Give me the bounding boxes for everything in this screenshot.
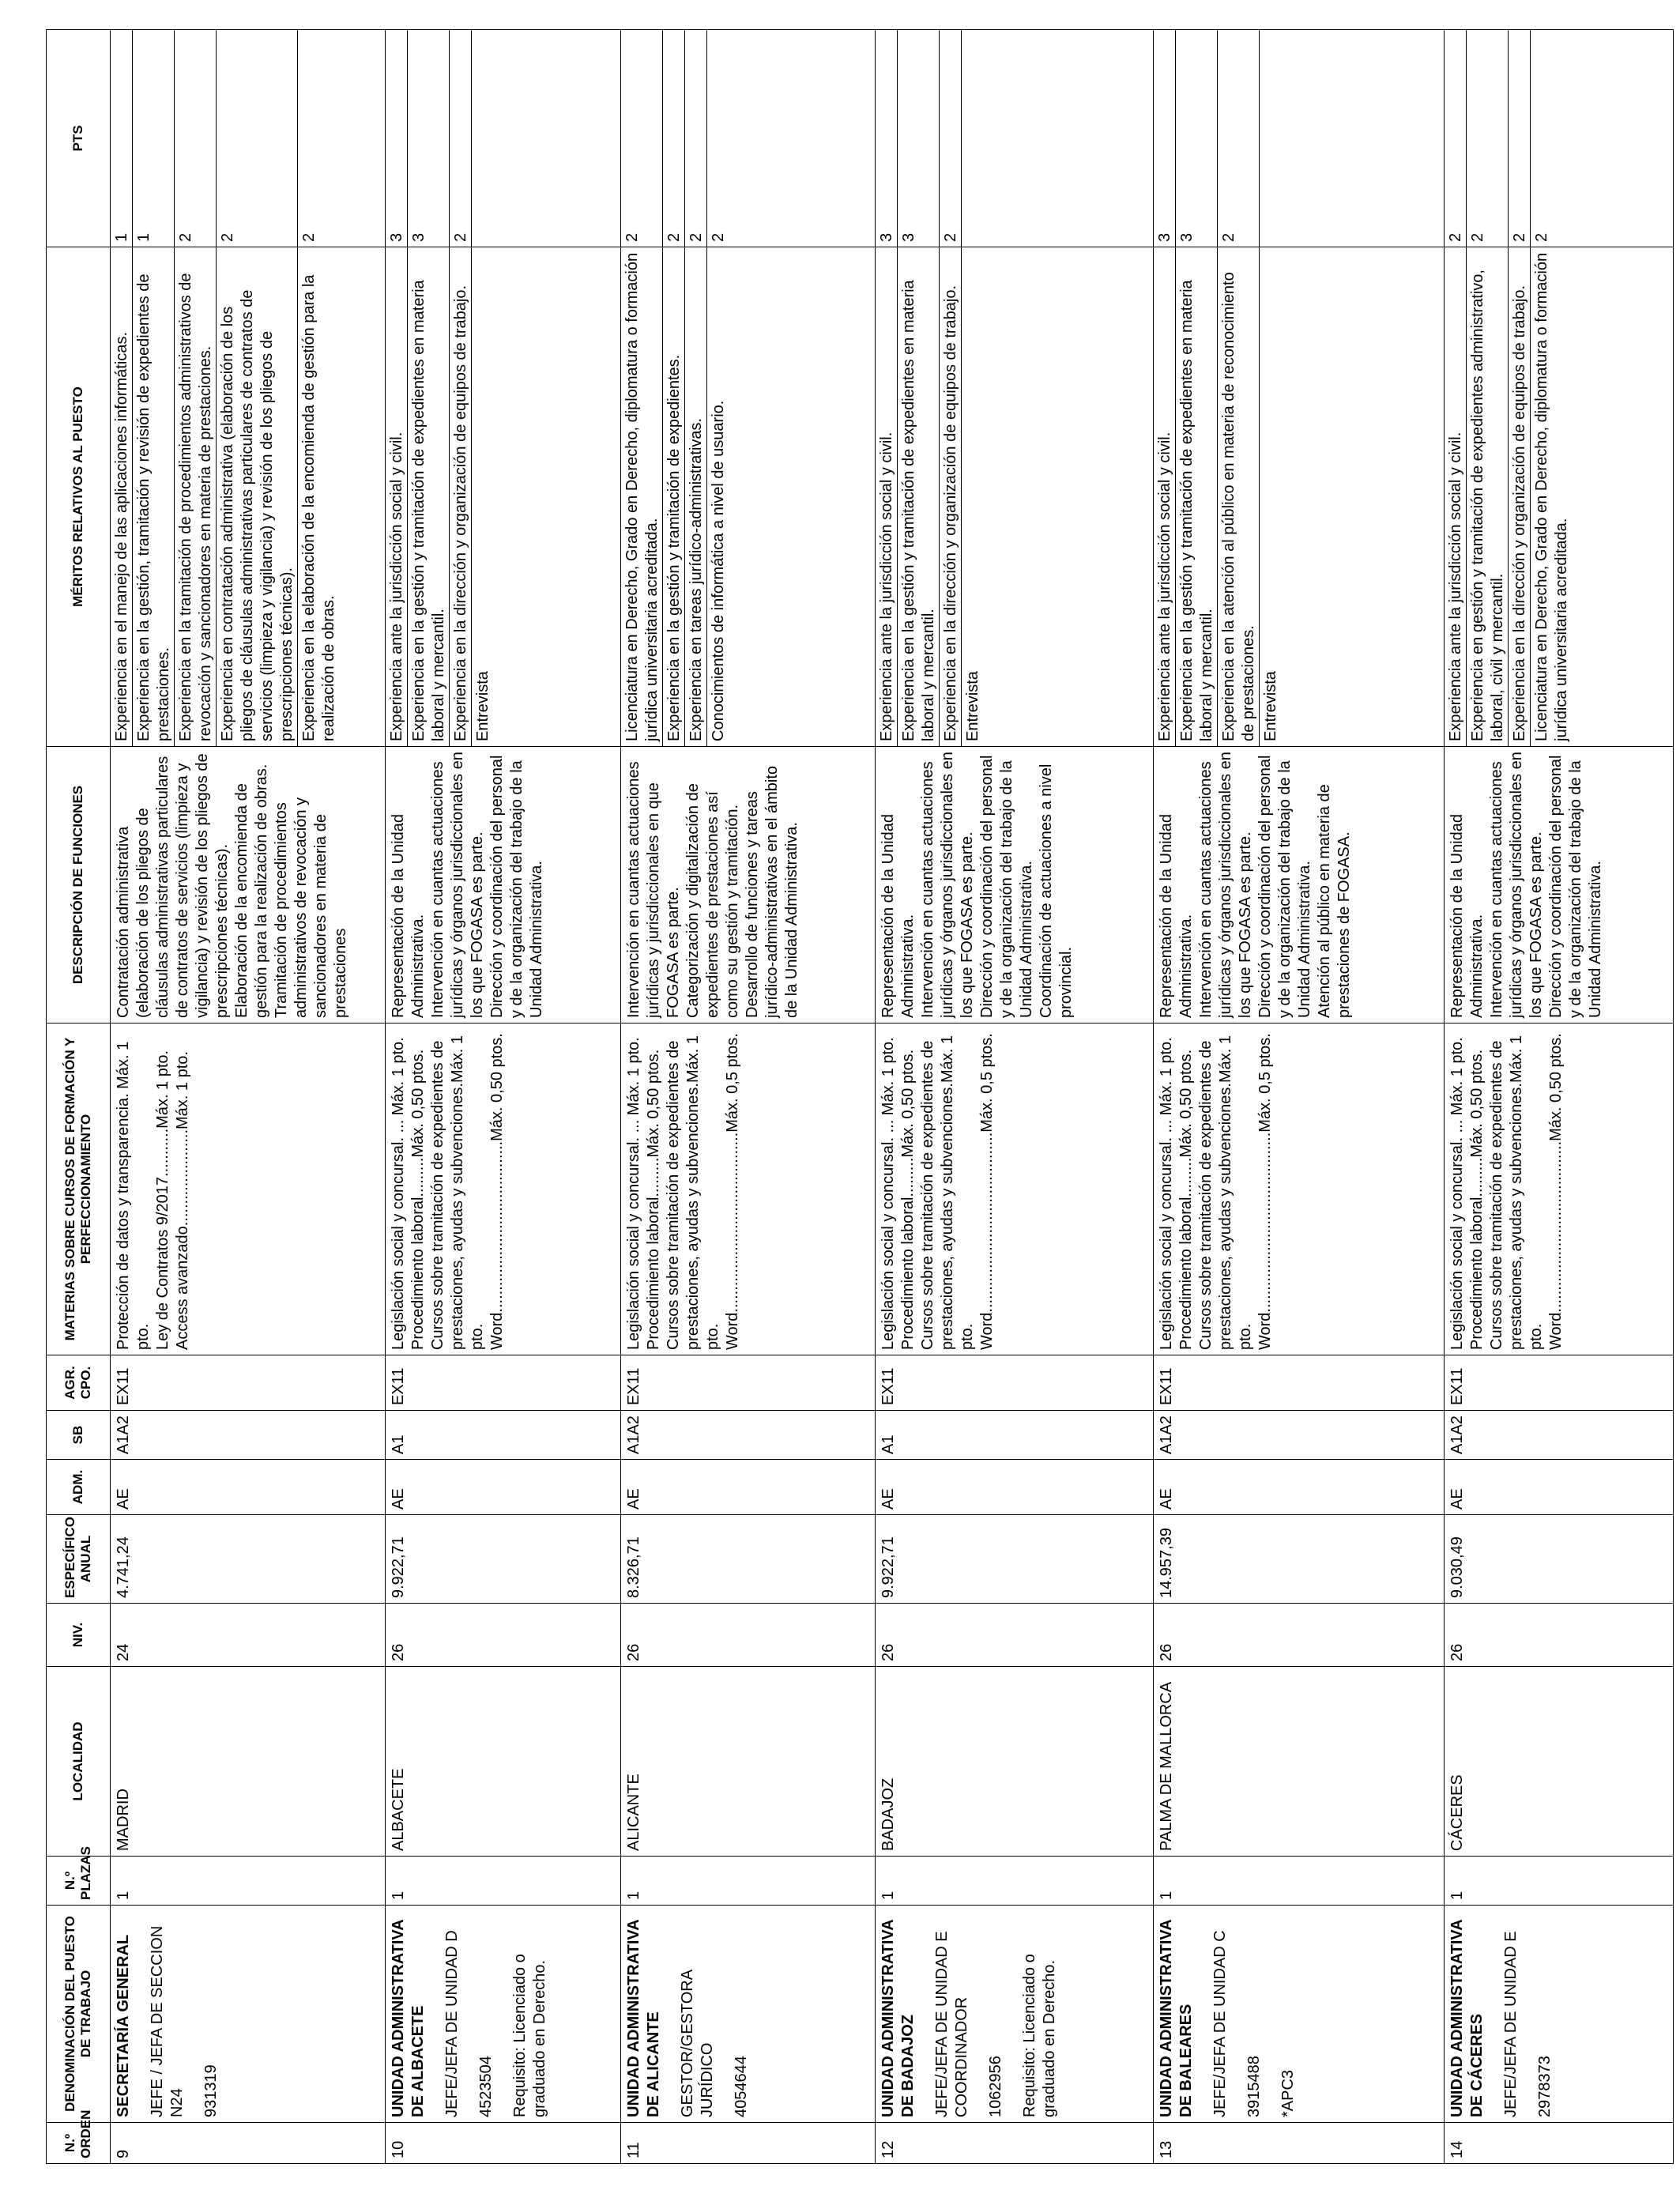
merito-item: Licenciatura en Derecho, Grado en Derecho, diplomatura o formación jurídica universitaria acreditada. bbox=[1533, 252, 1570, 741]
table-row bbox=[1445, 30, 1674, 2164]
merito-points: 1 bbox=[111, 30, 133, 247]
nivel-cell: 24 bbox=[111, 1604, 386, 1667]
pts-cell bbox=[1445, 30, 1674, 247]
table-row bbox=[1154, 30, 1445, 2164]
spacer bbox=[134, 1910, 148, 2117]
adm-cell: AE bbox=[1445, 1460, 1674, 1515]
especifico-cell: 8.326,71 bbox=[621, 1515, 876, 1604]
position-code: 1062956 bbox=[987, 2056, 1004, 2117]
materia-item: Word.......................................Máx. 0,50 ptos. bbox=[1547, 1033, 1565, 1350]
spacer bbox=[1196, 1910, 1211, 2117]
pts-cell bbox=[1154, 30, 1445, 247]
header-orden: N.º ORDEN bbox=[47, 2123, 111, 2164]
merito-points: 3 bbox=[386, 30, 408, 247]
orden-cell: 9 bbox=[111, 2123, 386, 2164]
spacer bbox=[428, 1910, 443, 2117]
spacer bbox=[1521, 1910, 1535, 2117]
materia-item: Cursos sobre tramitación de expedientes de prestaciones, ayudas y subvenciones.Máx. 1 pto. bbox=[665, 1035, 721, 1350]
merito-item: Experiencia en el manejo de las aplicaciones informáticas. bbox=[111, 247, 133, 746]
merito-item: Experiencia ante la jurisdicción social y civil. bbox=[1445, 247, 1467, 746]
funcion-item: Intervención en cuantas actuaciones jurídicas y órganos jurisdiccionales en los que FOGASA es parte. bbox=[1197, 752, 1254, 1018]
spacer bbox=[972, 1910, 986, 2117]
sb-cell: A1 bbox=[876, 1411, 1154, 1460]
especifico-cell: 14.957,39 bbox=[1154, 1515, 1445, 1604]
materia-item: Procedimiento laboral.........Máx. 0,50 ptos. bbox=[899, 1049, 917, 1350]
materia-item: Word.......................................Máx. 0,50 ptos. bbox=[488, 1033, 506, 1350]
spacer bbox=[187, 1910, 202, 2117]
materia-item: Word.........................................Máx. 0,5 ptos. bbox=[1256, 1033, 1274, 1350]
funciones-cell bbox=[621, 747, 876, 1023]
merito-item: Entrevista bbox=[474, 671, 492, 741]
materia-item: Protección de datos y transparencia. Máx. 1 pto. bbox=[115, 1041, 152, 1350]
merito-item: Experiencia en la dirección y organización de equipos de trabajo. bbox=[450, 247, 472, 746]
spacer bbox=[1230, 1910, 1245, 2117]
materia-item: Ley de Contratos 9/2017...........Máx. 1 pto. bbox=[154, 1050, 171, 1350]
especifico-cell: 9.922,71 bbox=[876, 1515, 1154, 1604]
localidad-cell: CÁCERES bbox=[1445, 1667, 1674, 1857]
denominacion-cell bbox=[111, 1906, 386, 2123]
job-positions-table bbox=[46, 29, 1674, 2164]
position-requirement: Requisito: Licenciado o graduado en Derecho. bbox=[511, 1954, 548, 2117]
table-row bbox=[876, 30, 1154, 2164]
funcion-item: Dirección y coordinación del personal y de la organización del trabajo de la Unidad Administrativa. bbox=[488, 755, 545, 1018]
header-nivel: NIV. bbox=[47, 1604, 111, 1667]
meritos-cell bbox=[621, 247, 876, 747]
pts-cell bbox=[386, 30, 621, 247]
merito-item: Experiencia ante la jurisdicción social y civil. bbox=[1154, 247, 1176, 746]
merito-points: 2 bbox=[621, 30, 663, 247]
localidad-cell: ALBACETE bbox=[386, 1667, 621, 1857]
agr-cell: EX11 bbox=[1445, 1355, 1674, 1411]
materia-item: Cursos sobre tramitación de expedientes de prestaciones, ayudas y subvenciones.Máx. 1 pto. bbox=[429, 1035, 486, 1350]
funcion-item: Dirección y coordinación del personal y de la organización del trabajo de la Unidad Administrativa. bbox=[978, 755, 1035, 1018]
header-especifico: ESPECÍFICO ANUAL bbox=[47, 1515, 111, 1604]
merito-points: 2 bbox=[710, 232, 727, 242]
merito-points bbox=[472, 30, 493, 247]
department-name: UNIDAD ADMINISTRATIVA DE CÁCERES bbox=[1448, 1920, 1486, 2117]
table-row bbox=[386, 30, 621, 2164]
adm-cell: AE bbox=[386, 1460, 621, 1515]
orden-cell: 11 bbox=[621, 2123, 876, 2164]
adm-cell: AE bbox=[111, 1460, 386, 1515]
table-header-row bbox=[47, 30, 111, 2164]
header-adm: ADM. bbox=[47, 1460, 111, 1515]
spacer bbox=[1487, 1910, 1501, 2117]
meritos-cell bbox=[386, 247, 621, 747]
sb-cell: A1A2 bbox=[621, 1411, 876, 1460]
merito-item: Experiencia en la tramitación de procedimientos administrativos de revocación y sancionadores en materia de prestaciones. bbox=[175, 247, 217, 746]
department-name: UNIDAD ADMINISTRATIVA DE BALEARES bbox=[1158, 1920, 1195, 2117]
merito-points: 3 bbox=[408, 30, 450, 247]
merito-points: 3 bbox=[1176, 30, 1218, 247]
sb-cell: A1A2 bbox=[1445, 1411, 1674, 1460]
nivel-cell: 26 bbox=[621, 1604, 876, 1667]
merito-points: 2 bbox=[450, 30, 472, 247]
funcion-item: Representación de la Unidad Administrativa. bbox=[1158, 814, 1195, 1018]
spacer bbox=[462, 1910, 477, 2117]
materias-cell bbox=[876, 1023, 1154, 1355]
merito-item: Experiencia en tareas jurídico-administrativas. bbox=[685, 247, 707, 746]
header-pts: PTS bbox=[47, 30, 111, 247]
merito-points bbox=[962, 30, 983, 247]
merito-item: Conocimientos de informática a nivel de usuario. bbox=[710, 400, 727, 741]
especifico-cell: 4.741,24 bbox=[111, 1515, 386, 1604]
table-row bbox=[111, 30, 386, 2164]
funcion-item: Dirección y coordinación del personal y de la organización del trabajo de la Unidad Administrativa. bbox=[1256, 755, 1313, 1018]
denominacion-cell bbox=[1154, 1906, 1445, 2123]
nivel-cell: 26 bbox=[876, 1604, 1154, 1667]
header-agr: AGR. CPO. bbox=[47, 1355, 111, 1411]
plazas-cell: 1 bbox=[621, 1857, 876, 1906]
materias-cell bbox=[386, 1023, 621, 1355]
merito-points: 2 bbox=[217, 30, 298, 247]
materia-item: Legislación social y concursal. ... Máx. 1 pto. bbox=[1158, 1037, 1175, 1350]
position-name: JEFE/JEFA DE UNIDAD D bbox=[443, 1930, 461, 2117]
materia-item: Procedimiento laboral.........Máx. 0,50 ptos. bbox=[409, 1049, 427, 1350]
plazas-cell: 1 bbox=[876, 1857, 1154, 1906]
merito-points: 2 bbox=[940, 30, 962, 247]
materia-item: Legislación social y concursal. ... Máx. 1 pto. bbox=[880, 1037, 897, 1350]
merito-points: 1 bbox=[133, 30, 175, 247]
merito-item: Licenciatura en Derecho, Grado en Derecho, diplomatura o formación jurídica universitaria acreditada. bbox=[621, 247, 663, 746]
materia-item: Word.........................................Máx. 0,5 ptos. bbox=[978, 1033, 996, 1350]
position-code: 4523504 bbox=[477, 2056, 495, 2117]
department-name: UNIDAD ADMINISTRATIVA DE ALBACETE bbox=[390, 1920, 427, 2117]
agr-cell: EX11 bbox=[386, 1355, 621, 1411]
denominacion-cell bbox=[1445, 1906, 1674, 2123]
position-name: GESTOR/GESTORA JURÍDICO bbox=[679, 1970, 716, 2117]
merito-item: Experiencia en la elaboración de la encomienda de gestión para la realización de obras. bbox=[300, 274, 337, 741]
merito-item: Experiencia en la gestión y tramitación de expedientes en materia laboral y mercantil. bbox=[408, 247, 450, 746]
merito-points: 2 bbox=[663, 30, 685, 247]
header-funciones: DESCRIPCIÓN DE FUNCIONES bbox=[47, 747, 111, 1023]
funcion-item: Intervención en cuantas actuaciones jurídicas y jurisdiccionales en que FOGASA es parte. bbox=[625, 761, 682, 1018]
meritos-cell bbox=[1154, 247, 1445, 747]
header-meritos: MÉRITOS RELATIVOS AL PUESTO bbox=[47, 247, 111, 747]
plazas-cell: 1 bbox=[1154, 1857, 1445, 1906]
orden-cell: 13 bbox=[1154, 2123, 1445, 2164]
plazas-cell: 1 bbox=[386, 1857, 621, 1906]
pts-cell bbox=[621, 30, 876, 247]
position-name: JEFE/JEFA DE UNIDAD E COORDINADOR bbox=[933, 1931, 970, 2117]
localidad-cell: BADAJOZ bbox=[876, 1667, 1154, 1857]
adm-cell: AE bbox=[876, 1460, 1154, 1515]
localidad-cell: PALMA DE MALLORCA bbox=[1154, 1667, 1445, 1857]
merito-points: 3 bbox=[898, 30, 940, 247]
materias-cell bbox=[1445, 1023, 1674, 1355]
orden-cell: 10 bbox=[386, 2123, 621, 2164]
materia-item: Access avanzado......................Máx. 1 pto. bbox=[174, 1051, 191, 1350]
funcion-item: Representación de la Unidad Administrativa. bbox=[1448, 814, 1486, 1018]
funciones-cell bbox=[876, 747, 1154, 1023]
funcion-item: Atención al público en materia de prestaciones de FOGASA. bbox=[1316, 784, 1353, 1018]
funcion-item: Categorización y digitalización de expedientes de prestaciones así como su gestión y tramitación. bbox=[684, 783, 741, 1018]
merito-item: Experiencia en la gestión y tramitación de expedientes en materia laboral y mercantil. bbox=[1176, 247, 1218, 746]
materia-item: Cursos sobre tramitación de expedientes de prestaciones, ayudas y subvenciones.Máx. 1 pto. bbox=[1197, 1035, 1254, 1350]
merito-item: Entrevista bbox=[1262, 671, 1279, 741]
merito-points: 2 bbox=[685, 30, 707, 247]
merito-points: 2 bbox=[1509, 30, 1531, 247]
spacer bbox=[1006, 1910, 1020, 2117]
position-code: 931319 bbox=[202, 2064, 220, 2117]
merito-item: Experiencia en la gestión y tramitación de expedientes en materia laboral y mercantil. bbox=[898, 247, 940, 746]
meritos-cell bbox=[111, 247, 386, 747]
header-denominacion: DENOMINACIÓN DEL PUESTO DE TRABAJO bbox=[47, 1906, 111, 2123]
position-code: 4054644 bbox=[733, 2056, 750, 2117]
localidad-cell: MADRID bbox=[111, 1667, 386, 1857]
merito-item: Entrevista bbox=[964, 671, 981, 741]
denominacion-cell bbox=[386, 1906, 621, 2123]
table-body bbox=[111, 30, 1674, 2164]
funcion-item: Tramitación de procedimientos administrativos de revocación y sancionadores en materia de prestaciones bbox=[273, 797, 349, 1018]
materias-cell bbox=[111, 1023, 386, 1355]
materias-cell bbox=[1154, 1023, 1445, 1355]
agr-cell: EX11 bbox=[876, 1355, 1154, 1411]
sb-cell: A1A2 bbox=[1154, 1411, 1445, 1460]
materia-item: Procedimiento laboral.........Máx. 0,50 ptos. bbox=[645, 1049, 662, 1350]
merito-points: 3 bbox=[876, 30, 898, 247]
plazas-cell: 1 bbox=[111, 1857, 386, 1906]
sb-cell: A1 bbox=[386, 1411, 621, 1460]
spacer bbox=[664, 1910, 678, 2117]
agr-cell: EX11 bbox=[1154, 1355, 1445, 1411]
department-name: UNIDAD ADMINISTRATIVA DE ALICANTE bbox=[625, 1920, 662, 2117]
department-name: SECRETARÍA GENERAL bbox=[115, 1934, 132, 2117]
merito-points: 2 bbox=[1467, 30, 1509, 247]
funcion-item: Desarrollo de funciones y tareas jurídico-administrativas en el ámbito de la Unidad Administrativa. bbox=[744, 765, 800, 1018]
position-code: 3915488 bbox=[1245, 2056, 1263, 2117]
document-page bbox=[46, 30, 1634, 2164]
nivel-cell: 26 bbox=[1445, 1604, 1674, 1667]
merito-points: 2 bbox=[1445, 30, 1467, 247]
department-name: UNIDAD ADMINISTRATIVA DE BADAJOZ bbox=[880, 1920, 917, 2117]
merito-item: Experiencia en la gestión, tramitación y revisión de expedientes de prestaciones. bbox=[133, 247, 175, 746]
position-requirement: *APC3 bbox=[1279, 2069, 1297, 2117]
table-row bbox=[621, 30, 876, 2164]
funciones-cell bbox=[1154, 747, 1445, 1023]
funcion-item: Coordinación de actuaciones a nivel provincial. bbox=[1038, 763, 1075, 1018]
header-plazas: N.º PLAZAS bbox=[47, 1857, 111, 1906]
merito-item: Experiencia ante la jurisdicción social y civil. bbox=[876, 247, 898, 746]
merito-points: 2 bbox=[175, 30, 217, 247]
spacer bbox=[918, 1910, 932, 2117]
sb-cell: A1A2 bbox=[111, 1411, 386, 1460]
materia-item: Cursos sobre tramitación de expedientes de prestaciones, ayudas y subvenciones.Máx. 1 pto. bbox=[919, 1035, 976, 1350]
especifico-cell: 9.030,49 bbox=[1445, 1515, 1674, 1604]
merito-item: Experiencia en la atención al público en materia de reconocimiento de prestaciones. bbox=[1218, 247, 1260, 746]
localidad-cell: ALICANTE bbox=[621, 1667, 876, 1857]
merito-item: Experiencia ante la jurisdicción social y civil. bbox=[386, 247, 408, 746]
merito-item: Experiencia en la dirección y organización de equipos de trabajo. bbox=[940, 247, 962, 746]
funcion-item: Representación de la Unidad Administrativa. bbox=[880, 814, 917, 1018]
nivel-cell: 26 bbox=[1154, 1604, 1445, 1667]
denominacion-cell bbox=[876, 1906, 1154, 2123]
header-materias: MATERIAS SOBRE CURSOS DE FORMACIÓN Y PERFECCIONAMIENTO bbox=[47, 1023, 111, 1355]
funcion-item: Representación de la Unidad Administrativa. bbox=[390, 814, 427, 1018]
funciones-cell bbox=[111, 747, 386, 1023]
position-requirement: Requisito: Licenciado o graduado en Derecho. bbox=[1021, 1954, 1058, 2117]
merito-points bbox=[1260, 30, 1281, 247]
merito-points: 3 bbox=[1154, 30, 1176, 247]
merito-points: 2 bbox=[1533, 232, 1550, 242]
agr-cell: EX11 bbox=[621, 1355, 876, 1411]
funcion-item: Intervención en cuantas actuaciones jurídicas y órganos jurisdiccionales en los que FOGASA es parte. bbox=[429, 752, 486, 1018]
position-name: JEFE / JEFA DE SECCION N24 bbox=[149, 1925, 186, 2117]
merito-item: Experiencia en la gestión y tramitación de expedientes. bbox=[663, 247, 685, 746]
orden-cell: 14 bbox=[1445, 2123, 1674, 2164]
position-name: JEFE/JEFA DE UNIDAD E bbox=[1502, 1931, 1520, 2117]
funcion-item: Dirección y coordinación del personal y de la organización del trabajo de la Unidad Administrativa. bbox=[1547, 755, 1604, 1018]
agr-cell: EX11 bbox=[111, 1355, 386, 1411]
spacer bbox=[718, 1910, 732, 2117]
funciones-cell bbox=[386, 747, 621, 1023]
meritos-cell bbox=[1445, 247, 1674, 747]
funciones-cell bbox=[1445, 747, 1674, 1023]
position-name: JEFE/JEFA DE UNIDAD C bbox=[1211, 1930, 1229, 2117]
materia-item: Legislación social y concursal. ... Máx. 1 pto. bbox=[625, 1037, 642, 1350]
materia-item: Legislación social y concursal. ... Máx. 1 pto. bbox=[1448, 1037, 1466, 1350]
pts-cell bbox=[111, 30, 386, 247]
header-sb: SB bbox=[47, 1411, 111, 1460]
position-code: 2978373 bbox=[1536, 2056, 1554, 2117]
spacer bbox=[496, 1910, 510, 2117]
adm-cell: AE bbox=[1154, 1460, 1445, 1515]
pts-cell bbox=[876, 30, 1154, 247]
merito-item: Experiencia en la dirección y organización de equipos de trabajo. bbox=[1509, 247, 1531, 746]
funcion-item: Elaboración de la encomienda de gestión para la realización de obras. bbox=[233, 763, 270, 1018]
merito-item: Experiencia en gestión y tramitación de expedientes administrativo, laboral, civil y mercantil. bbox=[1467, 247, 1509, 746]
merito-points: 2 bbox=[1218, 30, 1260, 247]
plazas-cell: 1 bbox=[1445, 1857, 1674, 1906]
nivel-cell: 26 bbox=[386, 1604, 621, 1667]
funcion-item: Intervención en cuantas actuaciones jurídicas y órganos jurisdiccionales en los que FOGASA es parte. bbox=[919, 752, 976, 1018]
especifico-cell: 9.922,71 bbox=[386, 1515, 621, 1604]
spacer bbox=[1264, 1910, 1279, 2117]
materia-item: Word.........................................Máx. 0,5 ptos. bbox=[724, 1033, 741, 1350]
materias-cell bbox=[621, 1023, 876, 1355]
materia-item: Procedimiento laboral.........Máx. 0,50 ptos. bbox=[1468, 1049, 1486, 1350]
denominacion-cell bbox=[621, 1906, 876, 2123]
materia-item: Procedimiento laboral.........Máx. 0,50 ptos. bbox=[1177, 1049, 1195, 1350]
orden-cell: 12 bbox=[876, 2123, 1154, 2164]
funcion-item: Intervención en cuantas actuaciones jurídicas y órganos jurisdiccionales en los que FOGASA es parte. bbox=[1488, 752, 1545, 1018]
materia-item: Cursos sobre tramitación de expedientes de prestaciones, ayudas y subvenciones.Máx. 1 pto. bbox=[1488, 1035, 1545, 1350]
funcion-item: Contratación administrativa (elaboración de los pliegos de cláusulas administrativas particulares de contratos de servicios (limpieza y vigilancia) y revisión de los pliegos de prescripciones técnicas). bbox=[115, 753, 231, 1018]
merito-item: Experiencia en contratación administrativa (elaboración de los pliegos de cláusulas administrativas particulares de contratos de servicios (limpieza y vigilancia) y revisión de los pliegos de prescripciones técnicas). bbox=[217, 247, 298, 746]
materia-item: Legislación social y concursal. ... Máx. 1 pto. bbox=[390, 1037, 407, 1350]
meritos-cell bbox=[876, 247, 1154, 747]
merito-points: 2 bbox=[300, 232, 318, 242]
adm-cell: AE bbox=[621, 1460, 876, 1515]
header-localidad: LOCALIDAD bbox=[47, 1667, 111, 1857]
